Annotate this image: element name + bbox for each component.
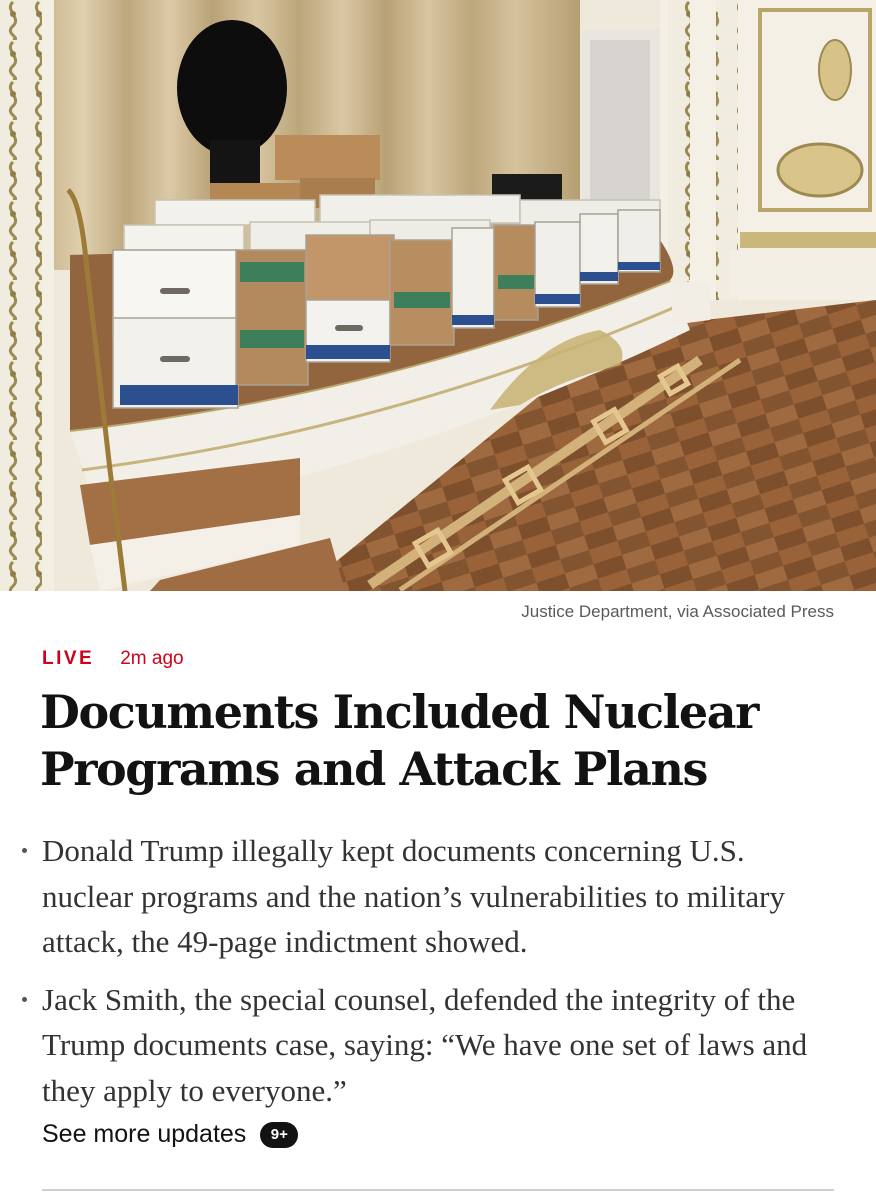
bullet-text: Donald Trump illegally kept documents concerning U.S. nuclear programs and the nation’s vulnerabilities to military attack, the 49-page indictment showed.	[42, 833, 785, 959]
summary-bullet	[0, 977, 840, 1114]
bullet-text: Jack Smith, the special counsel, defended the integrity of the Trump documents case, saying: “We have one set of laws and they apply to everyone.”	[42, 981, 808, 1108]
photo-credit: Justice Department, via Associated Press	[521, 602, 834, 621]
hero-photo	[0, 0, 876, 591]
updates-count-badge: 9+	[260, 1122, 298, 1148]
summary-bullet	[0, 828, 840, 965]
see-more-updates-link[interactable]	[42, 1120, 298, 1149]
hero-photo-illustration	[0, 0, 876, 591]
summary-bullets	[0, 828, 876, 1125]
see-more-updates-label: See more updates	[42, 1120, 247, 1148]
divider	[42, 1189, 834, 1191]
live-label: LIVE	[42, 648, 95, 669]
bullet-dot-icon	[22, 848, 27, 853]
timestamp: 2m ago	[120, 648, 184, 669]
live-meta	[42, 648, 184, 670]
headline[interactable]: Documents Included Nuclear Programs and Attack Plans	[40, 685, 758, 796]
bullet-dot-icon	[22, 997, 27, 1002]
